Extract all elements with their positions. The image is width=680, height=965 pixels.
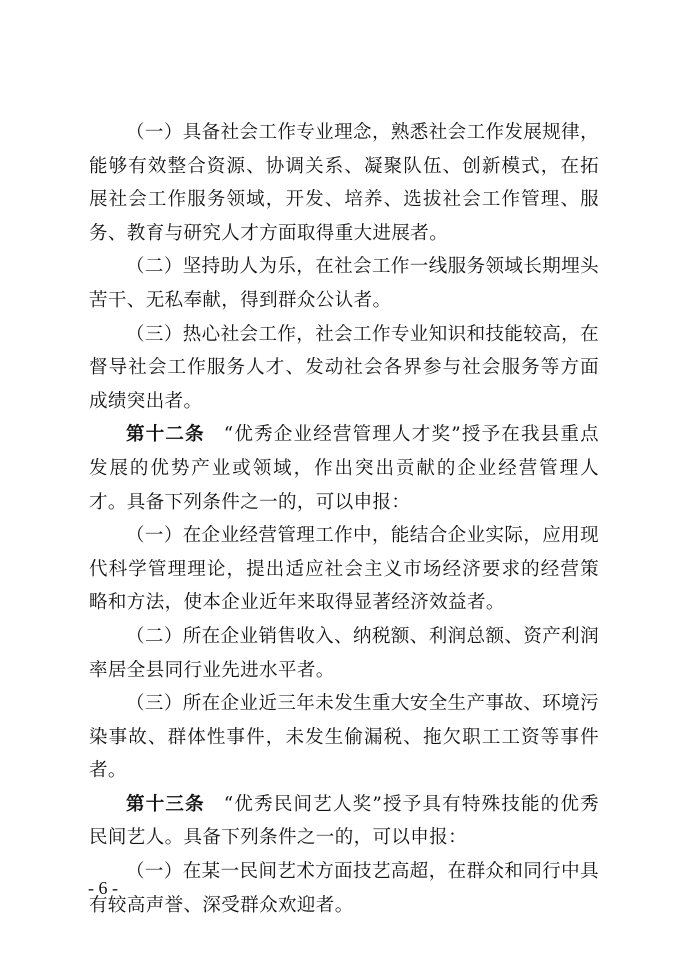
paragraph-3: （三）热心社会工作，社会工作专业知识和技能较高，在督导社会工作服务人才、发动社会各界参与社会服务等方面成绩突出者。 xyxy=(89,323,599,412)
paragraph-5: （一）在企业经营管理工作中，能结合企业实际，应用现代科学管理理论，提出适应社会主义市场经济要求的经营策略和方法，使本企业近年来取得显著经济效益者。 xyxy=(89,525,599,614)
article-13: 第十三条 “优秀民间艺人奖”授予具有特殊技能的优秀民间艺人。具备下列条件之一的，可以申报： xyxy=(89,793,600,849)
paragraph-1: （一）具备社会工作专业理念，熟悉社会工作发展规律，能够有效整合资源、协调关系、凝聚队伍、创新模式，在拓展社会工作服务领域，开发、培养、选拔社会工作管理、服务、教育与研究人才方面取得重大进展者。 xyxy=(89,122,599,244)
paragraph-7: （三）所在企业近三年未发生重大安全生产事故、环境污染事故、群体性事件，未发生偷漏税、拖欠职工工资等事件者。 xyxy=(89,693,599,782)
paragraph-2: （二）坚持助人为乐，在社会工作一线服务领域长期埋头苦干、无私奉献，得到群众公认者。 xyxy=(89,256,599,311)
article-12: 第十二条 “优秀企业经营管理人才奖”授予在我县重点发展的优势产业或领域，作出突出贡献的企业经营管理人才。具备下列条件之一的，可以申报： xyxy=(89,424,600,513)
paragraph-6: （二）所在企业销售收入、纳税额、利润总额、资产利润率居全县同行业先进水平者。 xyxy=(89,625,599,681)
document-body xyxy=(89,116,599,922)
article-12-heading: 第十二条 xyxy=(126,424,205,446)
article-13-heading: 第十三条 xyxy=(126,793,205,815)
page-number: - 6 - xyxy=(88,878,118,898)
paragraph-9: （一）在某一民间艺术方面技艺高超，在群众和同行中具有较高声誉、深受群众欢迎者。 xyxy=(89,861,599,916)
